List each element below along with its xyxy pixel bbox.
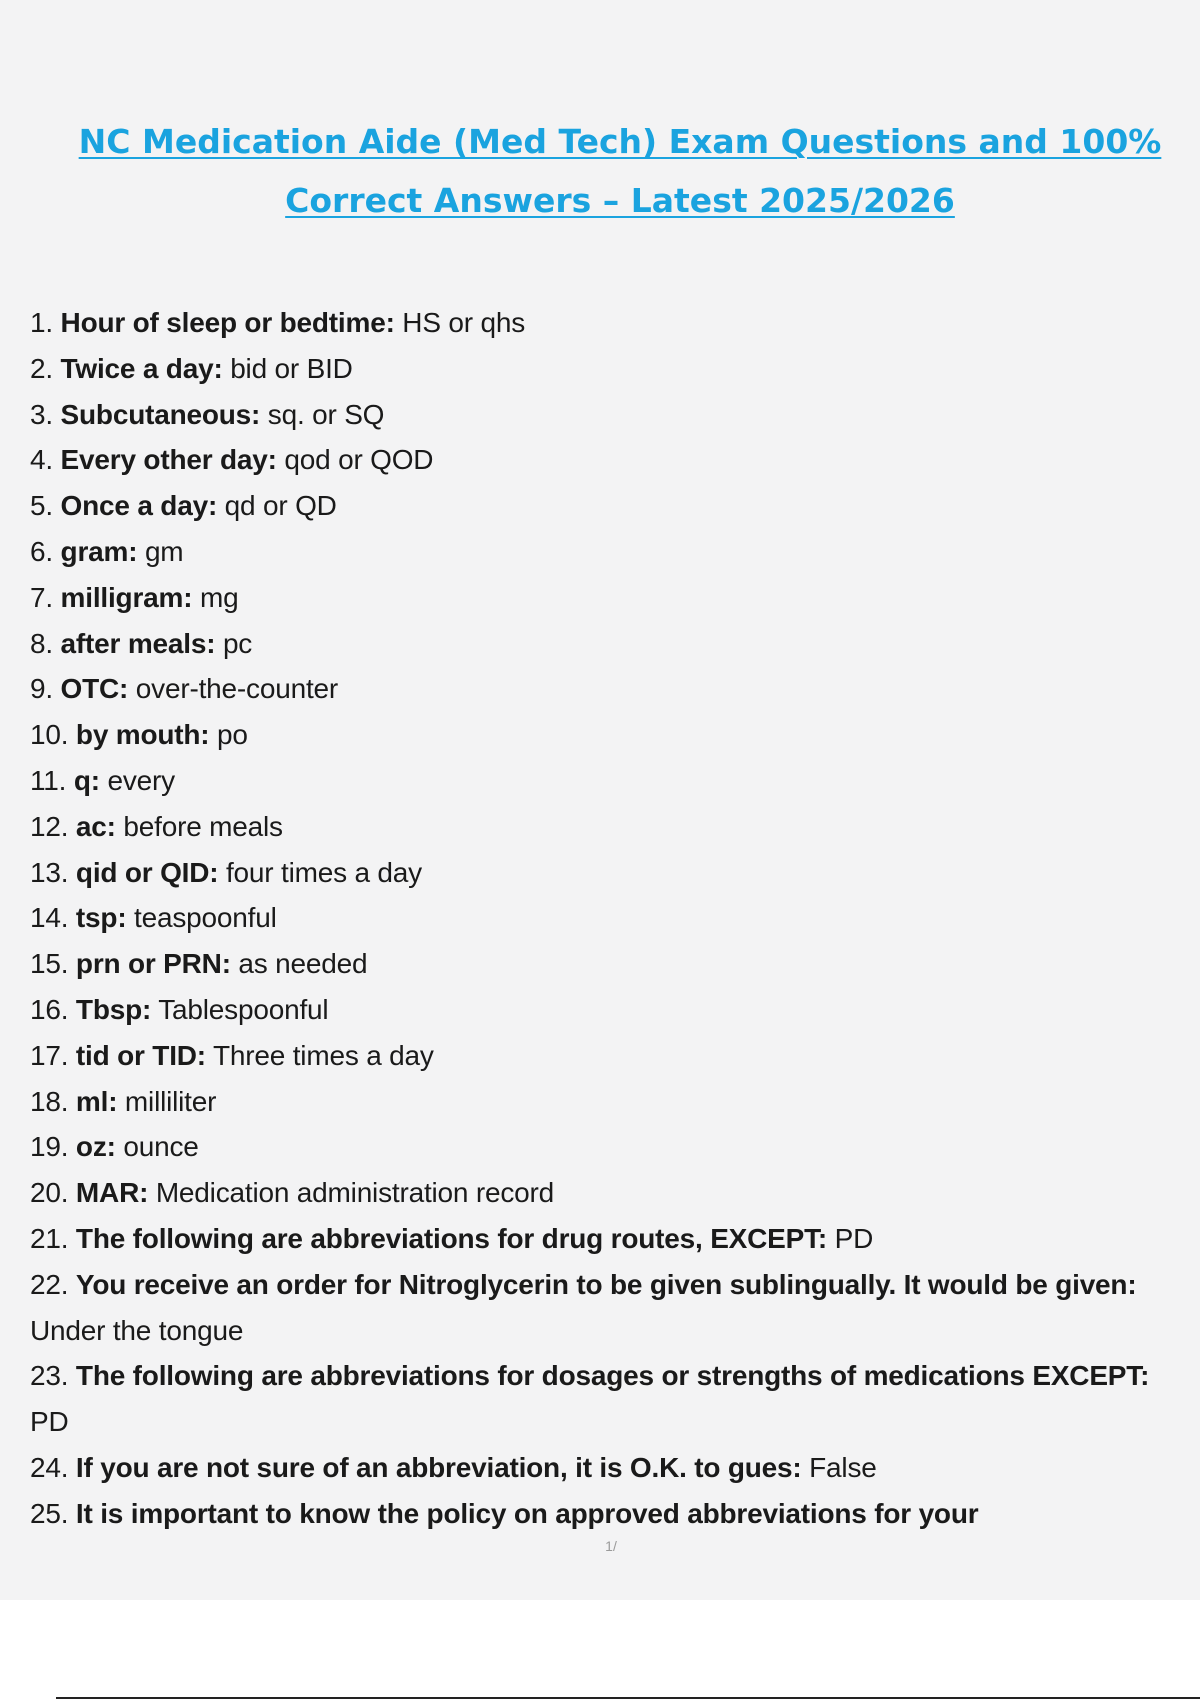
list-item xyxy=(30,300,1180,346)
question-text: tid or TID: xyxy=(75,1039,206,1071)
question-text: by mouth: xyxy=(75,719,210,751)
answer-text: every xyxy=(107,764,175,796)
list-item xyxy=(30,1262,1180,1354)
list-item xyxy=(30,987,1180,1033)
question-text: Tbsp: xyxy=(75,993,152,1025)
item-number: 20. xyxy=(30,1177,69,1209)
question-text: prn or PRN: xyxy=(75,948,231,980)
item-number: 8. xyxy=(30,627,53,659)
title-line-1: NC Medication Aide (Med Tech) Exam Questions and 100% xyxy=(78,122,1162,161)
list-item xyxy=(30,758,1180,804)
answer-text: Tablespoonful xyxy=(158,993,329,1025)
question-text: The following are abbreviations for drug routes, EXCEPT: xyxy=(75,1222,828,1254)
list-item xyxy=(30,941,1180,987)
answer-text: False xyxy=(809,1451,877,1483)
question-text: oz: xyxy=(75,1131,116,1163)
page-number: 1/ xyxy=(605,1538,617,1554)
answer-text: Medication administration record xyxy=(155,1177,555,1209)
item-number: 21. xyxy=(30,1222,69,1254)
question-text: tsp: xyxy=(75,902,127,934)
list-item xyxy=(30,666,1180,712)
list-item xyxy=(30,621,1180,667)
answer-text: teaspoonful xyxy=(134,902,277,934)
answer-text: Three times a day xyxy=(213,1039,434,1071)
answer-text: gm xyxy=(144,535,184,567)
answer-text: PD xyxy=(30,1406,69,1438)
question-text: MAR: xyxy=(75,1177,149,1209)
list-item xyxy=(30,1079,1180,1125)
item-number: 17. xyxy=(30,1039,69,1071)
answer-text: as needed xyxy=(238,948,368,980)
list-item xyxy=(30,1353,1180,1445)
list-item xyxy=(30,346,1180,392)
list-item xyxy=(30,529,1180,575)
list-item xyxy=(30,895,1180,941)
item-number: 11. xyxy=(30,764,67,796)
answer-text: po xyxy=(217,719,248,751)
list-item xyxy=(30,804,1180,850)
item-number: 1. xyxy=(30,307,53,338)
list-item xyxy=(30,850,1180,896)
item-number: 2. xyxy=(30,352,53,384)
item-number: 3. xyxy=(30,398,53,430)
answer-text: ounce xyxy=(123,1131,199,1163)
item-number: 13. xyxy=(30,856,69,888)
question-text: The following are abbreviations for dosages or strengths of medications EXCEPT: xyxy=(75,1360,1150,1392)
item-number: 6. xyxy=(30,535,53,567)
question-text: qid or QID: xyxy=(75,856,219,888)
question-text: Twice a day: xyxy=(60,352,223,384)
list-item xyxy=(30,483,1180,529)
question-text: ac: xyxy=(75,810,116,842)
list-item xyxy=(30,392,1180,438)
document-title xyxy=(40,112,1200,230)
list-item xyxy=(30,1033,1180,1079)
question-text: ml: xyxy=(75,1085,118,1117)
answer-text: qd or QD xyxy=(224,490,337,522)
item-number: 24. xyxy=(30,1451,69,1483)
answer-text: pc xyxy=(222,627,253,659)
question-text: Hour of sleep or bedtime: xyxy=(60,307,395,338)
item-number: 10. xyxy=(30,719,69,751)
list-item xyxy=(30,1216,1180,1262)
answer-text: PD xyxy=(834,1222,874,1254)
item-number: 12. xyxy=(30,810,69,842)
item-number: 5. xyxy=(30,490,53,522)
answer-text: Under the tongue xyxy=(30,1314,244,1346)
item-number: 15. xyxy=(30,948,69,980)
answer-text: four times a day xyxy=(225,856,422,888)
list-item xyxy=(30,575,1180,621)
qa-list xyxy=(30,300,1180,1537)
title-line-2: Correct Answers – Latest 2025/2026 xyxy=(285,181,955,220)
item-number: 7. xyxy=(30,581,53,613)
answer-text: over-the-counter xyxy=(135,673,339,705)
question-text: Every other day: xyxy=(60,444,277,476)
item-number: 14. xyxy=(30,902,69,934)
answer-text: qod or QOD xyxy=(284,444,434,476)
answer-text: mg xyxy=(199,581,239,613)
item-number: 22. xyxy=(30,1268,69,1300)
list-item xyxy=(30,437,1180,483)
question-text: It is important to know the policy on approved abbreviations for your xyxy=(75,1497,979,1529)
item-number: 18. xyxy=(30,1085,69,1117)
question-text: Once a day: xyxy=(60,490,218,522)
list-item xyxy=(30,1170,1180,1216)
question-text: Subcutaneous: xyxy=(60,398,261,430)
item-number: 9. xyxy=(30,673,53,705)
question-text: after meals: xyxy=(60,627,216,659)
item-number: 23. xyxy=(30,1360,69,1392)
item-number: 16. xyxy=(30,993,69,1025)
question-text: OTC: xyxy=(60,673,129,705)
item-number: 19. xyxy=(30,1131,69,1163)
question-text: If you are not sure of an abbreviation, it is O.K. to gues: xyxy=(75,1451,802,1483)
list-item xyxy=(30,1445,1180,1491)
list-item xyxy=(30,1124,1180,1170)
question-text: milligram: xyxy=(60,581,193,613)
answer-text: HS or qhs xyxy=(402,307,525,338)
answer-text: before meals xyxy=(123,810,283,842)
answer-text: milliliter xyxy=(124,1085,217,1117)
footer-rule xyxy=(56,1697,1200,1699)
item-number: 4. xyxy=(30,444,53,476)
answer-text: sq. or SQ xyxy=(267,398,385,430)
list-item xyxy=(30,1491,1180,1537)
list-item xyxy=(30,712,1180,758)
answer-text: bid or BID xyxy=(230,352,353,384)
question-text: gram: xyxy=(60,535,138,567)
question-text: q: xyxy=(73,764,100,796)
question-text: You receive an order for Nitroglycerin to be given sublingually. It would be given: xyxy=(75,1268,1137,1300)
item-number: 25. xyxy=(30,1497,69,1529)
